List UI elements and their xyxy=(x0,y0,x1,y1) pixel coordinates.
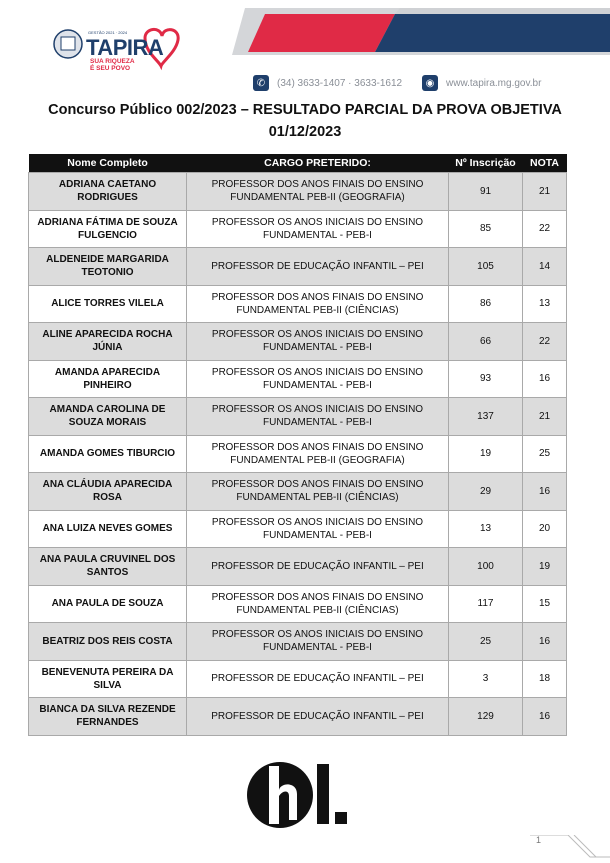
table-row xyxy=(29,623,567,661)
cell-name: BEATRIZ DOS REIS COSTA xyxy=(29,623,187,661)
cell-name: ALINE APARECIDA ROCHA JÚNIA xyxy=(29,323,187,361)
cell-inscricao: 85 xyxy=(449,210,523,248)
table-header-row xyxy=(29,154,567,173)
table-row xyxy=(29,660,567,698)
cell-nota: 16 xyxy=(523,698,567,736)
header-inscricao: Nº Inscrição xyxy=(449,154,523,173)
table-row xyxy=(29,360,567,398)
cell-nota: 20 xyxy=(523,510,567,548)
table-row xyxy=(29,398,567,436)
cell-name: ANA CLÁUDIA APARECIDA ROSA xyxy=(29,473,187,511)
cell-nota: 22 xyxy=(523,210,567,248)
table-body xyxy=(29,173,567,736)
cell-inscricao: 117 xyxy=(449,585,523,623)
cell-inscricao: 19 xyxy=(449,435,523,473)
cell-nota: 19 xyxy=(523,548,567,586)
phone-number: (34) 3633-1407 · 3633-1612 xyxy=(277,77,403,89)
cell-name: AMANDA CAROLINA DE SOUZA MORAIS xyxy=(29,398,187,436)
cell-nota: 18 xyxy=(523,660,567,698)
table-row xyxy=(29,173,567,211)
cell-inscricao: 129 xyxy=(449,698,523,736)
cell-nota: 15 xyxy=(523,585,567,623)
phone-icon: ✆ xyxy=(253,75,269,91)
brand-tagline: SUA RIQUEZA É SEU POVO xyxy=(90,58,135,72)
cell-cargo: PROFESSOR DOS ANOS FINAIS DO ENSINO FUNDAMENTAL PEB-II (GEOGRAFIA) xyxy=(187,435,449,473)
cell-inscricao: 29 xyxy=(449,473,523,511)
cell-cargo: PROFESSOR OS ANOS INICIAIS DO ENSINO FUNDAMENTAL - PEB-I xyxy=(187,210,449,248)
cell-inscricao: 3 xyxy=(449,660,523,698)
cell-cargo: PROFESSOR DE EDUCAÇÃO INFANTIL – PEI xyxy=(187,698,449,736)
cell-cargo: PROFESSOR OS ANOS INICIAIS DO ENSINO FUNDAMENTAL - PEB-I xyxy=(187,323,449,361)
brand-years: GESTÃO 2021 · 2024 xyxy=(88,30,128,35)
table-row xyxy=(29,585,567,623)
cell-name: ANA PAULA DE SOUZA xyxy=(29,585,187,623)
header-nome: Nome Completo xyxy=(29,154,187,173)
cell-name: BENEVENUTA PEREIRA DA SILVA xyxy=(29,660,187,698)
cell-nota: 22 xyxy=(523,323,567,361)
cell-cargo: PROFESSOR DOS ANOS FINAIS DO ENSINO FUNDAMENTAL PEB-II (CIÊNCIAS) xyxy=(187,285,449,323)
table-row xyxy=(29,210,567,248)
contact-phone xyxy=(253,75,402,91)
website-link[interactable]: www.tapira.mg.gov.br xyxy=(446,77,542,89)
footer-corner-lines xyxy=(530,835,610,863)
cell-name: ANA LUIZA NEVES GOMES xyxy=(29,510,187,548)
cell-cargo: PROFESSOR OS ANOS INICIAIS DO ENSINO FUNDAMENTAL - PEB-I xyxy=(187,623,449,661)
cell-name: ANA PAULA CRUVINEL DOS SANTOS xyxy=(29,548,187,586)
cell-name: BIANCA DA SILVA REZENDE FERNANDES xyxy=(29,698,187,736)
cell-name: ADRIANA FÁTIMA DE SOUZA FULGENCIO xyxy=(29,210,187,248)
cell-cargo: PROFESSOR DE EDUCAÇÃO INFANTIL – PEI xyxy=(187,660,449,698)
tapira-logo xyxy=(50,22,200,80)
results-table xyxy=(28,154,567,736)
cell-inscricao: 93 xyxy=(449,360,523,398)
cell-inscricao: 66 xyxy=(449,323,523,361)
cell-nota: 16 xyxy=(523,360,567,398)
cell-inscricao: 25 xyxy=(449,623,523,661)
cell-name: AMANDA GOMES TIBURCIO xyxy=(29,435,187,473)
cell-cargo: PROFESSOR DE EDUCAÇÃO INFANTIL – PEI xyxy=(187,548,449,586)
cell-name: AMANDA APARECIDA PINHEIRO xyxy=(29,360,187,398)
table-row xyxy=(29,323,567,361)
table-row xyxy=(29,698,567,736)
cell-inscricao: 105 xyxy=(449,248,523,286)
cell-name: ALDENEIDE MARGARIDA TEOTONIO xyxy=(29,248,187,286)
table-row xyxy=(29,435,567,473)
cell-nota: 16 xyxy=(523,623,567,661)
table-row xyxy=(29,473,567,511)
cell-nota: 25 xyxy=(523,435,567,473)
header-cargo: CARGO PRETERIDO: xyxy=(187,154,449,173)
table-row xyxy=(29,248,567,286)
page-number: 1 xyxy=(536,835,542,845)
page-title: Concurso Público 002/2023 – RESULTADO PARCIAL DA PROVA OBJETIVA xyxy=(48,102,562,118)
contact-website xyxy=(422,75,541,91)
brand-name: TAPIRA xyxy=(86,35,164,60)
globe-icon: ◉ xyxy=(422,75,438,91)
cell-cargo: PROFESSOR DOS ANOS FINAIS DO ENSINO FUNDAMENTAL PEB-II (CIÊNCIAS) xyxy=(187,585,449,623)
cell-inscricao: 137 xyxy=(449,398,523,436)
table-row xyxy=(29,548,567,586)
table-row xyxy=(29,510,567,548)
cell-inscricao: 100 xyxy=(449,548,523,586)
cell-nota: 13 xyxy=(523,285,567,323)
cell-name: ADRIANA CAETANO RODRIGUES xyxy=(29,173,187,211)
cell-cargo: PROFESSOR DE EDUCAÇÃO INFANTIL – PEI xyxy=(187,248,449,286)
cell-cargo: PROFESSOR OS ANOS INICIAIS DO ENSINO FUNDAMENTAL - PEB-I xyxy=(187,398,449,436)
cell-cargo: PROFESSOR DOS ANOS FINAIS DO ENSINO FUNDAMENTAL PEB-II (CIÊNCIAS) xyxy=(187,473,449,511)
cell-nota: 16 xyxy=(523,473,567,511)
cell-inscricao: 13 xyxy=(449,510,523,548)
cell-nota: 21 xyxy=(523,173,567,211)
cell-nota: 21 xyxy=(523,398,567,436)
cell-name: ALICE TORRES VILELA xyxy=(29,285,187,323)
header-nota: NOTA xyxy=(523,154,567,173)
cell-cargo: PROFESSOR OS ANOS INICIAIS DO ENSINO FUNDAMENTAL - PEB-I xyxy=(187,510,449,548)
cell-cargo: PROFESSOR DOS ANOS FINAIS DO ENSINO FUNDAMENTAL PEB-II (GEOGRAFIA) xyxy=(187,173,449,211)
cell-cargo: PROFESSOR OS ANOS INICIAIS DO ENSINO FUNDAMENTAL - PEB-I xyxy=(187,360,449,398)
cell-inscricao: 86 xyxy=(449,285,523,323)
table-row xyxy=(29,285,567,323)
cell-nota: 14 xyxy=(523,248,567,286)
page-date: 01/12/2023 xyxy=(268,124,342,140)
cell-inscricao: 91 xyxy=(449,173,523,211)
hl-logo xyxy=(245,760,370,830)
page-header xyxy=(0,0,610,100)
